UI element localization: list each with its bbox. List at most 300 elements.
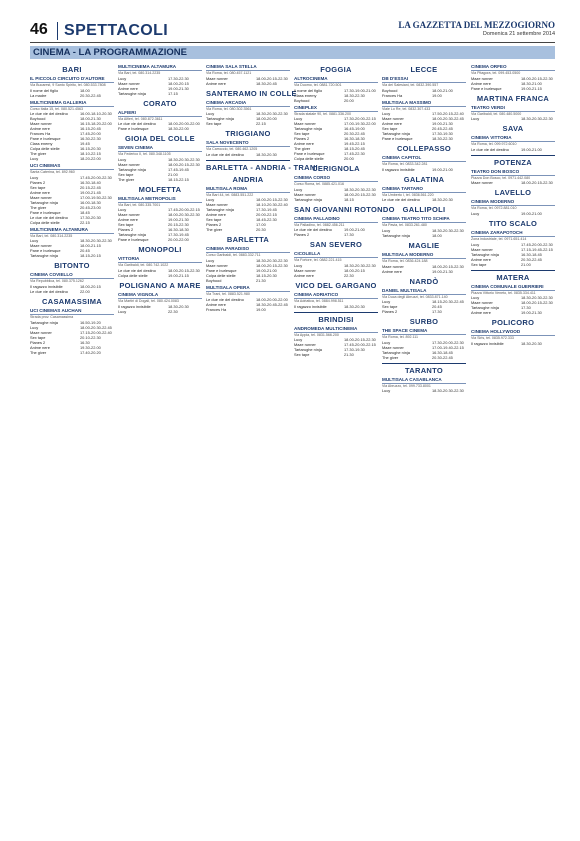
film-title: Il ragazzo invisibile bbox=[118, 303, 151, 309]
film-title: Anime nere bbox=[206, 301, 226, 307]
cinema-listing bbox=[206, 100, 290, 127]
cinema-listing bbox=[382, 377, 466, 394]
film-times: 17.30-19.00-21.00 bbox=[344, 87, 376, 93]
cinema-name: CINEMA ARCADIA bbox=[206, 100, 290, 107]
film-times: 18.00-20.15 bbox=[344, 267, 365, 273]
cinema-listing bbox=[30, 308, 114, 355]
film-times: 16.50-19.20 bbox=[80, 319, 101, 325]
cinema-name: UCI CINEMAS bbox=[30, 163, 114, 170]
film-title: Lucy bbox=[382, 111, 391, 117]
film-times: 19.30-22.00 bbox=[80, 344, 101, 350]
film-times: 18.15 bbox=[344, 196, 354, 202]
cinema-address: Via Fortore, tel. 0882.221.415 bbox=[294, 258, 342, 263]
cinema-name: IL PICCOLO CIRCUITO D'AUTORE bbox=[30, 76, 114, 83]
film-times: 17.00-19.30-22.00 bbox=[344, 121, 376, 127]
film-title: Colpa delle stelle bbox=[206, 272, 236, 278]
cinema-listing bbox=[118, 145, 202, 182]
cinema-address: Piazza Vittorio Veneto, tel. 0835.334.411 bbox=[471, 290, 536, 295]
film-title: Tartarughe ninja bbox=[30, 319, 58, 325]
cinema-name: TEATRO VERDI bbox=[471, 105, 555, 112]
film-times: 17.00 bbox=[256, 222, 266, 228]
film-times: 17.30 bbox=[344, 232, 354, 238]
film-title: Planes 2 bbox=[30, 179, 46, 185]
film-times: 17.30-19.30 bbox=[344, 347, 365, 353]
cinema-address: Via Appia, tel. 0831.566.200 bbox=[294, 332, 339, 337]
film-title: Lucy bbox=[30, 238, 39, 244]
film-title: Class enemy bbox=[30, 141, 53, 147]
cinema-name: MULTICINEMA ALTAMURA bbox=[30, 227, 114, 234]
film-times: 16.30-18.30 bbox=[168, 227, 189, 233]
film-times: 20.45-23.00 bbox=[80, 204, 101, 210]
film-title: Boyhood bbox=[382, 87, 398, 93]
city-heading: LAVELLO bbox=[494, 188, 532, 198]
cinema-name: TEATRO DON BOSCO bbox=[471, 169, 555, 176]
film-title: Le due vie del destino bbox=[30, 214, 68, 220]
film-title: Pane e burlesque bbox=[294, 151, 325, 157]
cinema-name: MULTISALA MASSIMO bbox=[382, 100, 466, 107]
film-times: 18.30-21.00 bbox=[521, 80, 542, 86]
film-title: Pane e burlesque bbox=[30, 136, 61, 142]
film-title: Maze runner bbox=[206, 75, 228, 81]
cinema-name: DANIEL MULTISALA bbox=[382, 288, 466, 295]
film-times: 18.00-21.15 bbox=[80, 243, 101, 249]
issue-date: Domenica 21 settembre 2014 bbox=[482, 31, 555, 37]
city-heading: TRIGGIANO bbox=[225, 129, 271, 139]
cinema-name: CINEMA HOLLYWOOD bbox=[471, 329, 555, 336]
film-times: 17.00-19.50-22.30 bbox=[80, 194, 112, 200]
cinema-name: CINEMA TARTARO bbox=[382, 186, 466, 193]
cinema-listing bbox=[206, 64, 290, 86]
film-times: 20.30-22.45 bbox=[521, 256, 542, 262]
cinema-address: Via Carroccio, tel. 080.462.1205 bbox=[206, 147, 258, 152]
cinema-address: Via Alfieri, tel. 080.872.3611 bbox=[118, 116, 163, 121]
film-title: Il ragazzo invisibile bbox=[382, 166, 415, 172]
showtime-row bbox=[471, 116, 555, 121]
film-title: Pane e burlesque bbox=[30, 209, 61, 215]
showtime-row bbox=[30, 253, 114, 258]
film-times: 17.15 bbox=[168, 90, 178, 96]
city-heading: MARTINA FRANCA bbox=[476, 93, 550, 103]
cinema-address: Via Bari, tel. 080.314.2235 bbox=[30, 233, 73, 238]
showtime-row bbox=[294, 197, 378, 202]
film-title: Anime nere bbox=[118, 85, 138, 91]
film-title: Lucy bbox=[118, 156, 127, 162]
cinema-listing bbox=[382, 76, 466, 98]
film-title: Tartarughe ninja bbox=[206, 116, 234, 122]
film-title: Il nome del figlio bbox=[294, 87, 323, 93]
film-title: Sex tape bbox=[382, 304, 398, 310]
film-title: Tartarughe ninja bbox=[382, 131, 410, 137]
section-title: SPETTACOLI bbox=[64, 22, 169, 39]
film-title: Anime nere bbox=[382, 121, 402, 127]
showtime-row bbox=[118, 309, 202, 314]
film-times: 16.15-20.30 bbox=[80, 146, 101, 152]
film-times: 16.30-18.45 bbox=[432, 349, 453, 355]
cinema-address: Via Garibaldi, tel. 080.742.1022 bbox=[118, 263, 169, 268]
film-times: 18.30-20.30-22.30 bbox=[80, 238, 112, 244]
city-heading: GALLIPOLI bbox=[402, 205, 446, 215]
film-title: Planes 2 bbox=[30, 339, 46, 345]
film-times: 18.30-22.30 bbox=[432, 136, 453, 142]
film-title: Sex tape bbox=[118, 222, 134, 228]
cinema-name: CINEMA TEATRO TITO SCHIPA bbox=[382, 216, 466, 223]
showtime-row bbox=[118, 126, 202, 131]
film-title: Anime nere bbox=[294, 272, 314, 278]
film-title: Anime nere bbox=[30, 344, 50, 350]
film-times: 22.15 bbox=[256, 121, 266, 127]
cinema-address: Zona industriale, tel. 0971.651.414 bbox=[471, 236, 527, 241]
film-times: 17.30-20.00-22.30 bbox=[432, 339, 464, 345]
showtime-row bbox=[294, 232, 378, 237]
film-title: Lucy bbox=[118, 308, 127, 314]
city-heading: BRINDISI bbox=[294, 312, 378, 324]
film-title: Sex tape bbox=[294, 131, 310, 137]
film-title: Lucy bbox=[471, 116, 480, 122]
film-times: 18.00 bbox=[432, 232, 442, 238]
showtime-row bbox=[471, 211, 555, 216]
film-times: 20.00 bbox=[344, 97, 354, 103]
showtime-row bbox=[294, 98, 378, 103]
film-times: 18.00-20.15-22.30 bbox=[432, 263, 464, 269]
showtime-row bbox=[206, 81, 290, 86]
film-times: 20.45 bbox=[80, 248, 90, 254]
film-times: 18.30-20.30 bbox=[432, 197, 453, 203]
film-times: 18.00-21.00 bbox=[432, 87, 453, 93]
film-times: 16.30 bbox=[80, 339, 90, 345]
cinema-name: CICOLELLA bbox=[294, 251, 378, 258]
film-title: Lucy bbox=[471, 295, 480, 301]
cinema-address: Via Bari 44, tel. 0883.551.222 bbox=[206, 192, 254, 197]
film-times: 19.00-21.45 bbox=[80, 189, 101, 195]
film-times: 18.30-20.30-22.30 bbox=[168, 156, 200, 162]
cinema-listing bbox=[206, 186, 290, 233]
film-title: Il ragazzo invisibile bbox=[471, 340, 504, 346]
film-title: Lucy bbox=[206, 257, 215, 263]
film-times: 17.30-19.45 bbox=[168, 232, 189, 238]
masthead-separator bbox=[57, 22, 58, 40]
film-title: Tartarughe ninja bbox=[294, 126, 322, 132]
film-times: 21.00 bbox=[168, 171, 178, 177]
cinema-name: CINEMA PARADISO bbox=[206, 246, 290, 253]
film-times: 17.30-20.30 bbox=[80, 214, 101, 220]
cinema-listing bbox=[30, 163, 114, 225]
programming-banner: CINEMA - LA PROGRAMMAZIONE bbox=[30, 46, 555, 59]
film-title: Anime nere bbox=[206, 212, 226, 218]
cinema-address: Via Martiri di Dogali, tel. 080.424.0083 bbox=[118, 298, 179, 303]
showtime-row bbox=[382, 167, 466, 172]
film-title: Lucy bbox=[294, 186, 303, 192]
film-times: 20.45 bbox=[432, 304, 442, 310]
film-title: Pane e burlesque bbox=[206, 267, 237, 273]
cinema-listing bbox=[206, 246, 290, 283]
film-times: 22.00 bbox=[80, 288, 90, 294]
film-title: Planes 2 bbox=[382, 309, 398, 315]
film-times: 16.00-18.30 bbox=[80, 199, 101, 205]
film-title: Planes 2 bbox=[206, 222, 222, 228]
film-times: 18.15-20.30-22.45 bbox=[432, 299, 464, 305]
film-times: 18.30-20.30 bbox=[521, 340, 542, 346]
city-heading: CORATO bbox=[143, 98, 177, 108]
film-title: Anime nere bbox=[471, 256, 491, 262]
film-title: Le due vie del destino bbox=[206, 151, 244, 157]
film-times: 17.30-22.30 bbox=[168, 75, 189, 81]
city-heading: CERIGNOLA bbox=[312, 164, 360, 174]
showtime-row bbox=[30, 93, 114, 98]
cinema-name: MULTICINEMA ALTAMURA bbox=[118, 64, 202, 71]
film-times: 19.00-21.30 bbox=[521, 310, 542, 316]
cinema-name: CINEMA CORSO bbox=[294, 175, 378, 182]
masthead bbox=[30, 20, 555, 43]
film-title: Planes 2 bbox=[294, 136, 310, 142]
cinema-name: CINEPLEX bbox=[294, 105, 378, 112]
city-heading: MAGLIE bbox=[408, 240, 440, 250]
film-times: 17.45-20.00-22.30 bbox=[521, 241, 553, 247]
cinema-listing bbox=[382, 288, 466, 315]
cinema-listing bbox=[382, 328, 466, 360]
showtime-row bbox=[471, 86, 555, 91]
film-title: Maze runner bbox=[294, 267, 316, 273]
film-title: Boyhood bbox=[294, 97, 310, 103]
film-title: Pane e burlesque bbox=[118, 126, 149, 132]
showtime-row bbox=[382, 309, 466, 314]
cinema-name: CINEMA ZARAPOTOCH bbox=[471, 230, 555, 237]
film-times: 22.15 bbox=[80, 219, 90, 225]
film-title: Anime nere bbox=[382, 268, 402, 274]
cinema-address: Viale Lo Re, tel. 0832.307.433 bbox=[382, 106, 431, 111]
film-times: 16.15-20.45 bbox=[80, 126, 101, 132]
film-times: 18.30-20.45-22.45 bbox=[256, 301, 288, 307]
film-times: 20.00-22.00 bbox=[168, 237, 189, 243]
film-title: Sex tape bbox=[294, 352, 310, 358]
film-times: 18.00-20.00-22.00 bbox=[256, 296, 288, 302]
cinema-name: ALTROCINEMA bbox=[294, 76, 378, 83]
cinema-name: CINEMA ADRIATICO bbox=[294, 292, 378, 299]
film-times: 21.00 bbox=[521, 261, 531, 267]
city-heading: MOLFETTA bbox=[138, 184, 182, 194]
cinema-name: CINEMA SALA STELLA bbox=[206, 64, 290, 71]
cinema-address: Via Pavia, tel. 0833.261.480 bbox=[382, 223, 427, 228]
film-title: Maze runner bbox=[382, 344, 404, 350]
film-title: Maze runner bbox=[471, 75, 493, 81]
showtime-row bbox=[471, 341, 555, 346]
city-heading: TARANTO bbox=[382, 363, 466, 375]
city-heading: VICO DEL GARGANO bbox=[295, 280, 377, 290]
film-times: 18.00-20.30-22.45 bbox=[432, 116, 464, 122]
cinema-name: CINEMA ORFEO bbox=[471, 64, 555, 71]
cinema-address: Piazza Don Bosco, tel. 0971.442.080 bbox=[471, 175, 531, 180]
cinema-address: Via Roma, tel. 0836.424.188 bbox=[382, 258, 428, 263]
cinema-address: Via Adriatica, tel. 0884.998.511 bbox=[294, 298, 344, 303]
cinema-address: Via Roma, tel. 892.111 bbox=[382, 335, 418, 340]
film-times: 20.45-22.45 bbox=[432, 126, 453, 132]
showtime-row bbox=[471, 262, 555, 267]
film-title: Colpa delle stelle bbox=[294, 156, 324, 162]
film-times: 17.30 bbox=[432, 309, 442, 315]
film-times: 16.15-18.20-22.00 bbox=[80, 121, 112, 127]
cinema-listing bbox=[471, 230, 555, 267]
film-times: 21.30 bbox=[256, 277, 266, 283]
film-title: Tartarughe ninja bbox=[382, 232, 410, 238]
showtime-row bbox=[118, 177, 202, 182]
film-times: 20.00 bbox=[344, 156, 354, 162]
listing-column-5 bbox=[382, 62, 466, 832]
cinema-address: Via Federico II, tel. 080.348.1105 bbox=[118, 152, 171, 157]
film-times: 18.15-20.15 bbox=[80, 253, 101, 259]
film-title: Sex tape bbox=[206, 121, 222, 127]
city-heading: GALATINA bbox=[403, 174, 445, 184]
film-title: Tartarughe ninja bbox=[382, 349, 410, 355]
cinema-address: Via Bari, tel. 080.335.7001 bbox=[118, 202, 161, 207]
film-times: 18.30-22.00 bbox=[168, 126, 189, 132]
showtime-row bbox=[382, 233, 466, 238]
cinema-listing bbox=[294, 216, 378, 238]
cinema-name: CINEMA PALLADINO bbox=[294, 216, 378, 223]
showtime-row bbox=[294, 352, 378, 357]
cinema-address: Corso Garibaldi, tel. 0883.332.711 bbox=[206, 253, 261, 258]
cinema-address: Via Palladino, tel. 0882.456.211 bbox=[294, 222, 345, 227]
film-title: The giver bbox=[30, 151, 47, 157]
cinema-listing bbox=[30, 227, 114, 259]
film-title: Lucy bbox=[382, 299, 391, 305]
cinema-name: MULTISALA CASABLANCA bbox=[382, 377, 466, 384]
showtime-row bbox=[382, 136, 466, 141]
cinema-name: SALA NOVECENTO bbox=[206, 140, 290, 147]
cinema-listing bbox=[382, 186, 466, 203]
showtime-row bbox=[382, 355, 466, 360]
film-title: The giver bbox=[118, 176, 135, 182]
cinema-address: Santa Caterina, tel. 892.960 bbox=[30, 170, 75, 175]
film-title: The giver bbox=[294, 146, 311, 152]
cinema-name: MULTISALA ROMA bbox=[206, 186, 290, 193]
film-title: Lucy bbox=[294, 262, 303, 268]
film-times: 18.00-20.15 bbox=[80, 283, 101, 289]
film-times: 17.45-20.00 bbox=[80, 131, 101, 137]
film-title: Sex tape bbox=[382, 126, 398, 132]
film-times: 19.45 bbox=[80, 141, 90, 147]
film-times: 19.00-21.30 bbox=[432, 121, 453, 127]
film-times: 18.00-20.30-22.30 bbox=[168, 212, 200, 218]
film-title: Maze runner bbox=[30, 243, 52, 249]
film-times: 18.30-20.30-22.30 bbox=[521, 295, 553, 301]
film-title: Pane e burlesque bbox=[30, 248, 61, 254]
film-title: Pane e burlesque bbox=[118, 237, 149, 243]
city-heading: SAN SEVERO bbox=[309, 240, 363, 250]
cinema-listing bbox=[294, 175, 378, 202]
cinema-name: MULTISALA OPERA bbox=[206, 285, 290, 292]
cinema-name: CINEMA COMUNALE GUERRIERI bbox=[471, 284, 555, 291]
film-title: Anime nere bbox=[118, 217, 138, 223]
film-times: 20.10-22.30 bbox=[80, 334, 101, 340]
film-times: 18.30-22.30 bbox=[344, 92, 365, 98]
cinema-listing bbox=[118, 64, 202, 96]
cinema-listing bbox=[382, 100, 466, 142]
city-heading: SANTERAMO IN COLLE bbox=[206, 88, 297, 98]
film-times: 18.00-20.15-22.30 bbox=[344, 191, 376, 197]
cinema-name: SEVEN CINEMA bbox=[118, 145, 202, 152]
film-title: Maze runner bbox=[118, 80, 140, 86]
film-title: Maze runner bbox=[206, 202, 228, 208]
film-title: Lucy bbox=[382, 339, 391, 345]
cinema-address: Corso Roma, tel. 0885.421.016 bbox=[294, 182, 344, 187]
film-title: The giver bbox=[382, 354, 399, 360]
city-heading: TITO SCALO bbox=[488, 218, 538, 228]
film-times: 16.30-22.30 bbox=[80, 136, 101, 142]
film-times: 17.30 bbox=[521, 305, 531, 311]
cinema-name: THE SPACE CINEMA bbox=[382, 328, 466, 335]
film-times: 18.10-20.30-22.40 bbox=[256, 202, 288, 208]
film-times: 18.00-20.15-22.30 bbox=[168, 161, 200, 167]
film-title: Anime nere bbox=[471, 310, 491, 316]
cinema-address: Via Bucarest, 9 Santo Spirito, tel. 080.533.7808 bbox=[30, 83, 106, 87]
film-title: Class enemy bbox=[294, 92, 317, 98]
film-times: 18.30-20.30-22.30 bbox=[256, 257, 288, 263]
film-title: Sex tape bbox=[206, 217, 222, 223]
city-heading: SURBO bbox=[409, 317, 439, 327]
film-times: 22.30 bbox=[344, 272, 354, 278]
cinema-address: Via Umberto I, tel. 0836.561.220 bbox=[382, 192, 434, 197]
city-heading: MONOPOLI bbox=[138, 245, 182, 255]
listing-column-1 bbox=[30, 62, 114, 832]
film-times: 17.30-19.45 bbox=[256, 207, 277, 213]
film-times: 18.30-20.30 bbox=[256, 151, 277, 157]
cinema-listing bbox=[30, 272, 114, 294]
film-title: The giver bbox=[30, 204, 47, 210]
film-times: 18.30-20.30-22.30 bbox=[521, 116, 553, 122]
city-heading: COLLEPASSO bbox=[396, 144, 452, 154]
film-times: 19.00-21.00 bbox=[521, 146, 542, 152]
film-times: 16.30-18.40 bbox=[80, 179, 101, 185]
film-title: Maze runner bbox=[382, 116, 404, 122]
showtime-row bbox=[206, 307, 290, 312]
film-times: 16.30-18.30 bbox=[344, 136, 365, 142]
city-heading: GIOIA DEL COLLE bbox=[125, 134, 195, 144]
film-times: 19.00-21.00 bbox=[432, 166, 453, 172]
film-times: 19.00-21.00 bbox=[521, 210, 542, 216]
film-title: Lucy bbox=[294, 116, 303, 122]
film-times: 18.00-20.15-22.30 bbox=[521, 300, 553, 306]
film-title: Tartarughe ninja bbox=[294, 347, 322, 353]
cinema-address: Via Trani, tel. 0883.521.980 bbox=[206, 291, 250, 296]
film-times: 19.00-21.00 bbox=[256, 267, 277, 273]
film-times: 18.30-20.30 bbox=[344, 303, 365, 309]
film-times: 18.00-20.15-22.30 bbox=[256, 75, 288, 81]
film-title: Maze runner bbox=[30, 194, 52, 200]
film-title: Le due vie del destino bbox=[382, 197, 420, 203]
city-heading: LECCE bbox=[410, 65, 438, 74]
cinema-name: CINEMA COVIELLO bbox=[30, 272, 114, 279]
city-heading: NARDÒ bbox=[409, 276, 439, 286]
film-times: 18.45-22.30 bbox=[256, 217, 277, 223]
film-title: Lucy bbox=[382, 388, 391, 394]
film-times: 18.00-20.15 bbox=[168, 80, 189, 86]
film-title: Anime nere bbox=[471, 80, 491, 86]
cinema-listing bbox=[471, 329, 555, 346]
film-title: Lucy bbox=[30, 174, 39, 180]
cinema-listing bbox=[294, 251, 378, 278]
film-times: 17.45-22.30 bbox=[344, 151, 365, 157]
film-title: Le due vie del destino bbox=[294, 227, 332, 233]
film-title: Colpa delle stelle bbox=[30, 146, 60, 152]
city-heading: MATERA bbox=[471, 270, 555, 282]
film-title: Anime nere bbox=[294, 141, 314, 147]
showtime-row bbox=[118, 273, 202, 278]
cinema-name: MULTISALA MODERNO bbox=[382, 252, 466, 259]
listing-columns bbox=[30, 62, 555, 832]
cinema-address: Via Bari, tel. 080.314.2235 bbox=[118, 71, 161, 75]
cinema-listing bbox=[294, 105, 378, 162]
film-title: The giver bbox=[30, 349, 47, 355]
film-title: Planes 2 bbox=[118, 227, 134, 233]
